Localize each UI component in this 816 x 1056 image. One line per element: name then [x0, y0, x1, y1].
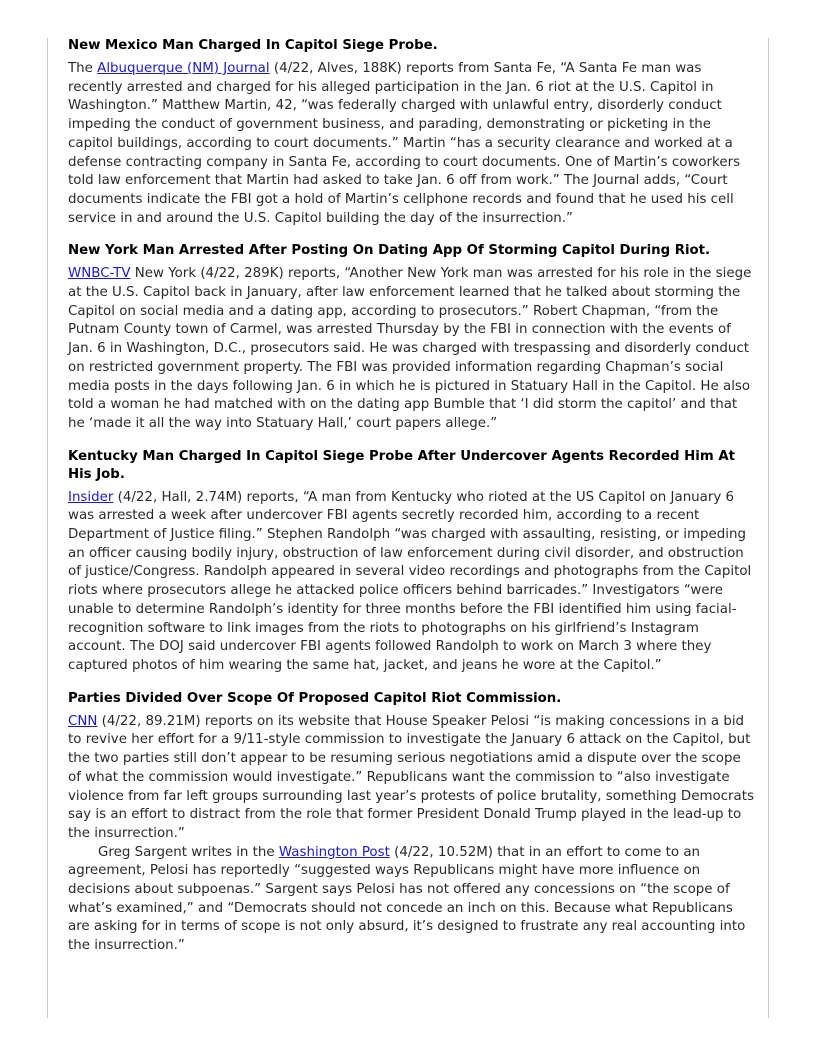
article-body: Insider (4/22, Hall, 2.74M) reports, “A man from Kentucky who rioted at the US Capitol on January 6 was arrested a week after undercover FBI agents secretly recorded him, according to a recent Department of Justice filing.” Stephen Randolph “was charged with assaulting, resisting, or impeding an officer causing bodily injury, obstruction of law enforcement during civil disorder, and obstruction of justice/Congress. Randolph appeared in several video recordings and photographs from the Capitol riots where prosecutors allege he attacked police officers behind barricades.” Investigators “were unable to determine Randolph’s identity for three months before the FBI identified him using facial-recognition software to link images from the riots to photographs on his girlfriend’s Instagram account. The DOJ said undercover FBI agents followed Randolph to work on March 3 where they captured photos of him wearing the same hat, jacket, and jeans he wore at the Capitol.” [68, 489, 752, 673]
article-body: The Albuquerque (NM) Journal (4/22, Alves, 188K) reports from Santa Fe, “A Santa Fe man was recently arrested and charged for his alleged participation in the Jan. 6 riot at the U.S. Capitol in Washington.” Matthew Martin, 42, “was federally charged with unlawful entry, disorderly conduct impeding the conduct of government business, and parading, demonstrating or picketing in the capitol buildings, according to court documents.” Martin “has a security clearance and worked at a defense contracting company in Santa Fe, according to court documents. One of Martin’s coworkers told law enforcement that Martin had asked to take Jan. 6 off from work.” The Journal adds, “Court documents indicate the FBI got a hold of Martin’s cellphone records and found that he used his cell service in and around the U.S. Capitol building the day of the insurrection.” [68, 61, 741, 226]
source-link[interactable]: Insider [68, 489, 114, 505]
article-new-york [68, 242, 754, 433]
article-body: WNBC-TV New York (4/22, 289K) reports, “Another New York man was arrested for his role in the siege at the U.S. Capitol back in January, after law enforcement learned that he talked about storming the Capitol on social media and a dating app, according to prosecutors.” Robert Chapman, “from the Putnam County town of Carmel, was arrested Thursday by the FBI in connection with the events of Jan. 6 in Washington, D.C., prosecutors said. He was charged with trespassing and disorderly conduct on restricted government property. The FBI was provided information regarding Chapman’s social media posts in the days following Jan. 6 in which he is pictured in Statuary Hall in the Capitol. He also told a woman he had matched with on the dating app Bumble that ‘I did storm the capitol’ and that he ‘made it all the way into Statuary Hall,’ court papers allege.” [68, 266, 752, 431]
article-new-mexico [68, 37, 754, 228]
news-briefing-page [68, 37, 754, 970]
article-kentucky [68, 448, 754, 676]
source-link[interactable]: WNBC-TV [68, 266, 131, 282]
source-link[interactable]: CNN [68, 713, 98, 729]
article-body: CNN (4/22, 89.21M) reports on its website that House Speaker Pelosi “is making concessions in a bid to revive her effort for a 9/11-style commission to investigate the January 6 attack on the Capitol, but the two parties still don’t appear to be resuming serious negotiations amid a dispute over the scope of what the commission would investigate.” Republicans want the commission to “also investigate violence from far left groups surrounding last year’s protests of police brutality, something Democrats say is an effort to distract from the role that former President Donald Trump played in the lead-up to the insurrection.” [68, 713, 754, 841]
source-link[interactable]: Washington Post [278, 844, 390, 860]
article-commission [68, 690, 754, 956]
page-right-rule [768, 38, 769, 1018]
article-headline: New Mexico Man Charged In Capitol Siege Probe. [68, 38, 438, 53]
article-body: Greg Sargent writes in the Washington Post (4/22, 10.52M) that in an effort to come to an agreement, Pelosi has reportedly “suggested ways Republicans might have more influence on decisions about subpoenas.” Sargent says Pelosi has not offered any concessions on “the scope of what’s examined,” and “Democrats should not concede an inch on this. Because what Republicans are asking for in terms of scope is not only absurd, it’s designed to frustrate any real accounting into the insurrection.” [68, 844, 746, 954]
article-headline: Kentucky Man Charged In Capitol Siege Probe After Undercover Agents Recorded Him At His Job. [68, 448, 735, 482]
article-headline: Parties Divided Over Scope Of Proposed Capitol Riot Commission. [68, 690, 562, 706]
article-headline: New York Man Arrested After Posting On Dating App Of Storming Capitol During Riot. [68, 243, 711, 259]
source-link[interactable]: Albuquerque (NM) Journal [97, 61, 270, 76]
page-left-rule [47, 38, 48, 1018]
